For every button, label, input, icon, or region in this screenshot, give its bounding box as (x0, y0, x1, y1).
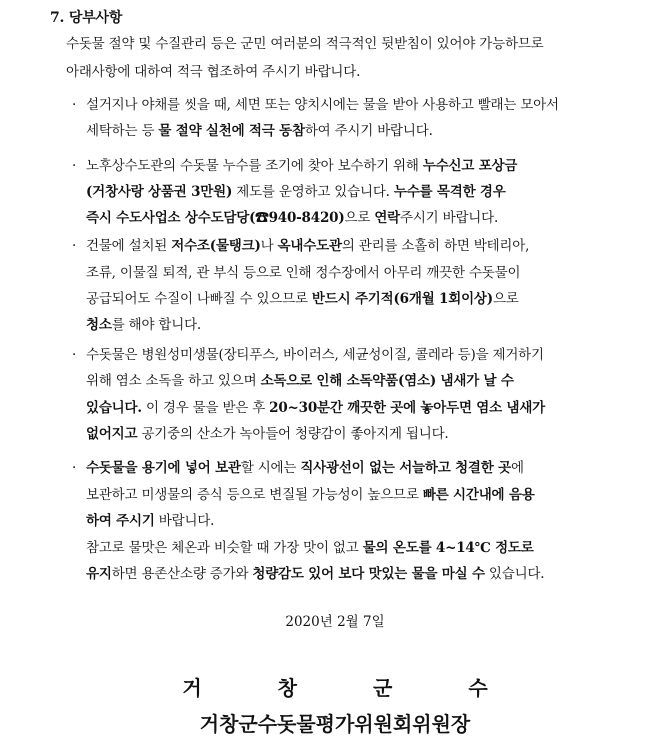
text: 하면 용존산소량 증가와 (111, 566, 253, 582)
bullet-dot: · (72, 97, 77, 113)
emphasis: (거창사랑 상품권 3만원) (86, 184, 233, 200)
emphasis: 수돗물을 용기에 넣어 보관 (86, 460, 241, 476)
bullet-5-line-1 (72, 458, 524, 478)
text: 나 (260, 238, 278, 254)
text: 건물에 설치된 (86, 238, 172, 254)
signature-char: 거 (182, 676, 202, 700)
emphasis: 직사광선이 없는 서늘하고 청결한 곳 (300, 460, 511, 476)
document-date: 2020년 2월 7일 (285, 614, 385, 630)
text: 설거지나 야채를 씻을 때, 세면 또는 양치시에는 물을 받아 사용하고 빨래는 모아서 (86, 97, 559, 113)
emphasis: 누수신고 포상금 (422, 158, 518, 174)
bullet-1-line-1 (72, 95, 559, 115)
text: 하여 주시기 바랍니다. (304, 123, 433, 139)
text: 제도를 운영하고 있습니다. (232, 184, 394, 200)
text: 수돗물은 병원성미생물(장티푸스, 바이러스, 세균성이질, 콜레라 등)을 제거하기 (86, 347, 544, 363)
text: 으로 (344, 210, 375, 226)
bullet-4-line-4 (86, 424, 449, 444)
bullet-5-line-3 (86, 511, 214, 531)
signature-char: 수 (468, 676, 488, 700)
text: 세탁하는 등 (86, 123, 159, 139)
bullet-4-line-3 (86, 398, 545, 418)
intro-line-1: 수돗물 절약 및 수질관리 등은 군민 여러분의 적극적인 뒷받침이 있어야 가능하므로 (66, 36, 544, 52)
emphasis: 없어지고 (86, 426, 138, 442)
emphasis: 저수조(물탱크) (171, 238, 261, 254)
text: 노후상수도관의 수돗물 누수를 조기에 찾아 보수하기 위해 (86, 158, 423, 174)
bullet-3-line-4 (86, 315, 201, 335)
text: 바랍니다. (154, 513, 215, 529)
text: 있습니다. (484, 566, 545, 582)
bullet-3-line-1 (72, 236, 529, 256)
emphasis: 물의 온도를 4~14℃ 정도로 (362, 540, 534, 556)
text: 보관하고 미생물의 증식 등으로 변질될 가능성이 높으므로 (86, 487, 423, 503)
emphasis: 소독으로 인해 소독약품(염소) 냄새가 날 수 (260, 373, 514, 389)
intro-line-2: 아래사항에 대하여 적극 협조하여 주시기 바랍니다. (66, 64, 361, 80)
emphasis: 유지 (86, 566, 112, 582)
bullet-3-line-2: 조류, 이물질 퇴적, 관 부식 등으로 인해 정수장에서 아무리 깨끗한 수돗물이 (86, 265, 521, 281)
signature-char: 창 (277, 676, 297, 700)
emphasis: 반드시 주기적(6개월 1회이상) (311, 291, 493, 307)
emphasis: 있습니다. (86, 400, 142, 416)
text: 에 (510, 460, 524, 476)
emphasis: 하여 주시기 (86, 513, 155, 529)
text: 이 경우 물을 받은 후 (141, 400, 270, 416)
text: 참고로 물맛은 체온과 비슷할 때 가장 맛이 없고 (86, 540, 363, 556)
bullet-5-line-2 (86, 485, 535, 505)
bullet-2-line-1 (72, 156, 517, 176)
bullet-4-line-2 (86, 371, 514, 391)
text: 으로 (492, 291, 519, 307)
emphasis: 청량감도 있어 보다 맛있는 물을 마실 수 (252, 566, 485, 582)
section-title: 7. 당부사항 (50, 10, 123, 26)
emphasis: 빠른 시간내에 음용 (422, 487, 535, 503)
signature-committee: 거창군수돗물평가위원회위원장 (199, 712, 471, 736)
text: 할 시에는 (240, 460, 301, 476)
bullet-3-line-3 (86, 289, 519, 309)
emphasis: 옥내수도관 (277, 238, 342, 254)
emphasis: 20~30분간 깨끗한 곳에 놓아두면 염소 냄새가 (269, 400, 545, 416)
signature-char: 군 (373, 676, 393, 700)
bullet-2-line-2 (86, 182, 506, 202)
text: 의 관리를 소홀히 하면 박테리아, (341, 238, 530, 254)
bullet-2-line-3 (86, 208, 498, 228)
text: 공급되어도 수질이 나빠질 수 있으므로 (86, 291, 312, 307)
text: 위해 염소 소독을 하고 있으며 (86, 373, 261, 389)
text: 를 해야 합니다. (111, 317, 202, 333)
text: 공기중의 산소가 녹아들어 청량감이 좋아지게 됩니다. (137, 426, 449, 442)
text: 주시기 바랍니다. (400, 210, 499, 226)
emphasis: 즉시 수도사업소 상수도담당(☎940-8420) (86, 210, 345, 226)
emphasis: 청소 (86, 317, 112, 333)
bullet-dot: · (72, 158, 77, 174)
emphasis: 물 절약 실천에 적극 동참 (158, 123, 305, 139)
bullet-dot: · (72, 347, 77, 363)
bullet-dot: · (72, 238, 77, 254)
signature-title (0, 672, 670, 701)
bullet-5-line-5 (86, 564, 544, 584)
bullet-1-line-2 (86, 121, 433, 141)
emphasis: 누수를 목격한 경우 (393, 184, 506, 200)
emphasis: 연락 (374, 210, 400, 226)
bullet-4-line-1 (72, 345, 544, 365)
bullet-5-line-4 (86, 538, 534, 558)
bullet-dot: · (72, 460, 77, 476)
